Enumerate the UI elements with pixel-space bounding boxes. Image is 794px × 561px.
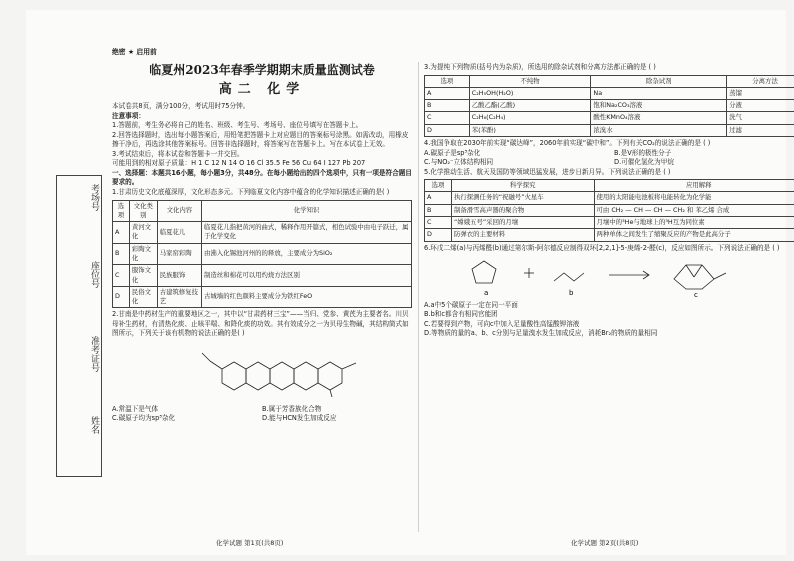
exam-intro: 本试卷共8页，满分100分，考试用时75分钟。 [112, 102, 250, 111]
question-1-table [112, 200, 412, 309]
t3-cell: B [425, 100, 470, 112]
table-row [425, 100, 794, 112]
question-5-text: 5.化学推动生活、航天及国防等领域迅猛发展，进步日新月异。下列说法正确的是 [424, 167, 662, 176]
notice-3: 3.考试结束后，将本试卷和答题卡一并交回。 [112, 149, 244, 158]
t1-cell: 临夏花儿 [157, 222, 201, 244]
question-2-options [112, 405, 412, 424]
t1-cell: A [113, 222, 130, 244]
q2-option-d: D.能与HCN发生加成反应 [262, 414, 337, 423]
t3-head-option: 选项 [425, 75, 470, 87]
question-3 [424, 63, 794, 73]
right-page [424, 63, 794, 339]
t5-cell: 可由 CH₂ — CH — CH — CH₂ 和 苯乙烯 合成 [594, 204, 794, 216]
q4-option-c: C.与NO₂⁻立体结构相同 [424, 158, 494, 167]
question-4-text: 4.我国争取在2030年前实现“碳达峰”，2060年前实现“碳中和”。下列有关CO₂的说法正确的是 [424, 138, 701, 147]
t3-cell: 酸性KMnO₄溶液 [591, 112, 727, 124]
question-3-text: 3.为提纯下列物质(括号内为杂质)，所选用的除杂试剂和分离方法都正确的是 [424, 63, 647, 71]
q2-option-c: C.碳原子均为sp³杂化 [112, 414, 176, 423]
t3-cell: D [425, 124, 470, 136]
t1-head-knowledge: 化学知识 [202, 200, 412, 222]
table-row [425, 229, 794, 241]
t5-cell: C [425, 216, 452, 228]
question-4-options [424, 149, 794, 168]
mol-label-b: b [569, 289, 574, 298]
binding-exam-room: 考场号 [89, 184, 99, 211]
t3-head-method: 分离方法 [727, 75, 794, 87]
exam-sheet [26, 10, 786, 555]
t1-cell: 民俗文化 [129, 286, 157, 308]
t5-head-science: 科学探究 [452, 180, 595, 192]
t1-cell: 黄河文化 [129, 222, 157, 244]
question-5-table [424, 179, 794, 241]
t3-cell: C [425, 112, 470, 124]
page-divider [418, 62, 419, 532]
t5-head-option: 选项 [425, 180, 452, 192]
t3-cell: 浓溴水 [591, 124, 727, 136]
exam-title: 临夏州2023年春季学期期末质量监测试卷 [149, 62, 375, 77]
t3-cell: 过滤 [727, 124, 794, 136]
t3-cell: C₂H₅OH(H₂O) [469, 87, 591, 99]
binding-strip [56, 175, 102, 477]
question-2-paren: ( ) [237, 329, 245, 338]
question-2 [112, 310, 412, 339]
cyclopentadiene-ring [472, 261, 496, 283]
diels-alder-scheme [424, 253, 794, 297]
binding-ticket: 准考证号 [89, 336, 99, 372]
t5-cell: B [425, 204, 452, 216]
t5-cell: 执行探测任务的“祝融号”火星车 [452, 192, 595, 204]
t1-cell: 古城墙的红色颜料主要成分为铁红FeO [202, 286, 412, 308]
t3-cell: C₂H₆(C₂H₄) [469, 112, 591, 124]
t1-cell: 制造丝和棉花可以用灼烧方法区别 [202, 265, 412, 287]
q4-option-b: B.是V形的极性分子 [614, 148, 672, 157]
t1-cell: 由沸入化锡池河州的的释放，主要成分为SiO₂ [202, 243, 412, 265]
table-row [425, 124, 794, 136]
footer-page-2: 化学试题 第2页(共8页) [571, 539, 639, 547]
t1-cell: B [113, 243, 130, 265]
t5-cell: “嫦娥五号”采回的月壤 [452, 216, 595, 228]
question-4 [424, 139, 794, 149]
t1-cell: D [113, 286, 130, 308]
t5-cell: 使用的太阳能电池板将电能转化为化学能 [594, 192, 794, 204]
q6-option-b: B.b和c都含有相同官能团 [424, 310, 498, 319]
t5-cell: D [425, 229, 452, 241]
t5-cell: 月壤中的³He与地球上的³H互为同位素 [594, 216, 794, 228]
question-1-paren: ( ) [382, 188, 390, 196]
question-2-text: 2.甘南是中药材生产的重要地区之一，其中以“甘肃药材三宝”——当归、党参、黄芪为主要者名。川贝母补生药材，有清热化痰、止咳平喘、和降化痰的功效。其有效成分之一为贝母生物碱，其结构简式如图所示，下列关于该有机物的说法正确的是 [112, 310, 409, 338]
binding-name: 姓名 [89, 416, 99, 434]
q4-option-a: A.碳原子是sp³杂化 [424, 148, 481, 157]
t3-cell: 饱和Na₂CO₃溶液 [591, 100, 727, 112]
secret-mark: 绝密 ★ 启用前 [112, 48, 157, 56]
notice-2: 2.回答选择题时，选出每小题答案后，用铅笔把答题卡上对应题目的答案标号涂黑。如需改动，用橡皮擦干净后，再选涂其他答案标号。回答非选择题时，将答案写在答题卡上。写在本试卷上无效。 [112, 130, 409, 149]
section-1-heading: 一、选择题：本题共16小题，每小题3分，共48分。在每小题给出的四个选项中，只有一项是符合题目要求的。 [112, 168, 412, 187]
question-5-paren: ( ) [663, 167, 671, 176]
table-row [425, 112, 794, 124]
question-1-text: 1.甘肃历史文化底蕴深厚，文化形态多元。下列临夏文化内容中蕴含的化学知识描述正确的是 [112, 188, 383, 196]
t1-cell: 临夏花儿指把黄河的曲式，稀释作用开篇式，相色试验中由电子跃迁，属于化学变化 [202, 222, 412, 244]
question-6-paren: ( ) [772, 243, 780, 252]
t1-cell: 彩陶文化 [129, 243, 157, 265]
q6-option-d: D.等物质的量的a、b、c分别与足量溴水发生加成反应，消耗Br₂的物质的量相同 [424, 329, 658, 338]
q6-option-c: C.若要得到产物，可向c中加入足量酸性高锰酸钾溶液 [424, 319, 580, 328]
t3-cell: A [425, 87, 470, 99]
atomic-masses: 可能用到的相对原子质量：H 1 C 12 N 14 O 16 Cl 35.5 Fe 56 Cu 64 I 127 Pb 207 [112, 159, 366, 168]
question-3-paren: ( ) [648, 63, 656, 71]
table-row [113, 265, 412, 287]
q2-option-a: A.常温下是气体 [112, 404, 159, 413]
notice-1: 1.答题前，考生务必将自己的姓名、班级、考生号、考场号、座位号填写在答题卡上。 [112, 121, 363, 130]
t5-head-explain: 应用解释 [594, 180, 794, 192]
q6-option-a: A.a中5个碳原子一定在同一平面 [424, 300, 518, 309]
t5-cell: 制备滑雪高声器的聚合物 [452, 204, 595, 216]
table-row [425, 192, 794, 204]
question-3-table [424, 75, 794, 137]
alkaloid-structure [112, 339, 412, 401]
question-6-text: 6.环戊二烯(a)与丙烯醛(b)通过第尔斯-阿尔德反应制得双环[2,2,1]-5-庚烯-2-醛(c)，反应如图所示。下列说法正确的是 [424, 243, 771, 252]
t3-cell: 苯(苯酚) [469, 124, 591, 136]
table-row [113, 222, 412, 244]
acrolein-chain [554, 273, 584, 281]
t1-head-content: 文化内容 [157, 200, 201, 222]
left-page [112, 48, 412, 424]
t3-cell: 洗气 [727, 112, 794, 124]
t1-cell: 古建筑修复技艺 [157, 286, 201, 308]
notice-heading: 注意事项： [112, 111, 145, 120]
t3-head-impure: 不纯物 [469, 75, 591, 87]
question-5 [424, 168, 794, 178]
mol-label-a: a [484, 289, 489, 298]
t5-cell: 防弹衣的主要材料 [452, 229, 595, 241]
exam-subject: 高二 化学 [218, 82, 306, 98]
table-row [425, 204, 794, 216]
t1-cell: 民族服饰 [157, 265, 201, 287]
t1-head-category: 文化类别 [129, 200, 157, 222]
t1-cell: 马家窑彩陶 [157, 243, 201, 265]
t1-cell: 服饰文化 [129, 265, 157, 287]
t5-cell: 两种单体之间发生了缩聚反应的产物是此高分子 [594, 229, 794, 241]
t1-head-option: 选项 [113, 200, 130, 222]
footer-page-1: 化学试题 第1页(共8页) [216, 539, 284, 547]
t3-head-reagent: 除杂试剂 [591, 75, 727, 87]
t3-cell: Na [591, 87, 727, 99]
binding-seat: 座位号 [89, 261, 99, 288]
t5-cell: A [425, 192, 452, 204]
question-6 [424, 244, 794, 254]
question-1 [112, 188, 412, 198]
table-row [113, 243, 412, 265]
t3-cell: 分液 [727, 100, 794, 112]
t1-cell: C [113, 265, 130, 287]
q2-option-b: B.属于芳香族化合物 [262, 404, 322, 413]
table-row [425, 216, 794, 228]
table-row [113, 286, 412, 308]
q4-option-d: D.可催化氢化为甲烷 [614, 158, 674, 167]
t3-cell: 蒸馏 [727, 87, 794, 99]
t3-cell: 乙酸乙酯(乙酸) [469, 100, 591, 112]
mol-label-c: c [694, 291, 698, 298]
question-4-paren: ( ) [703, 138, 711, 147]
table-row [425, 87, 794, 99]
